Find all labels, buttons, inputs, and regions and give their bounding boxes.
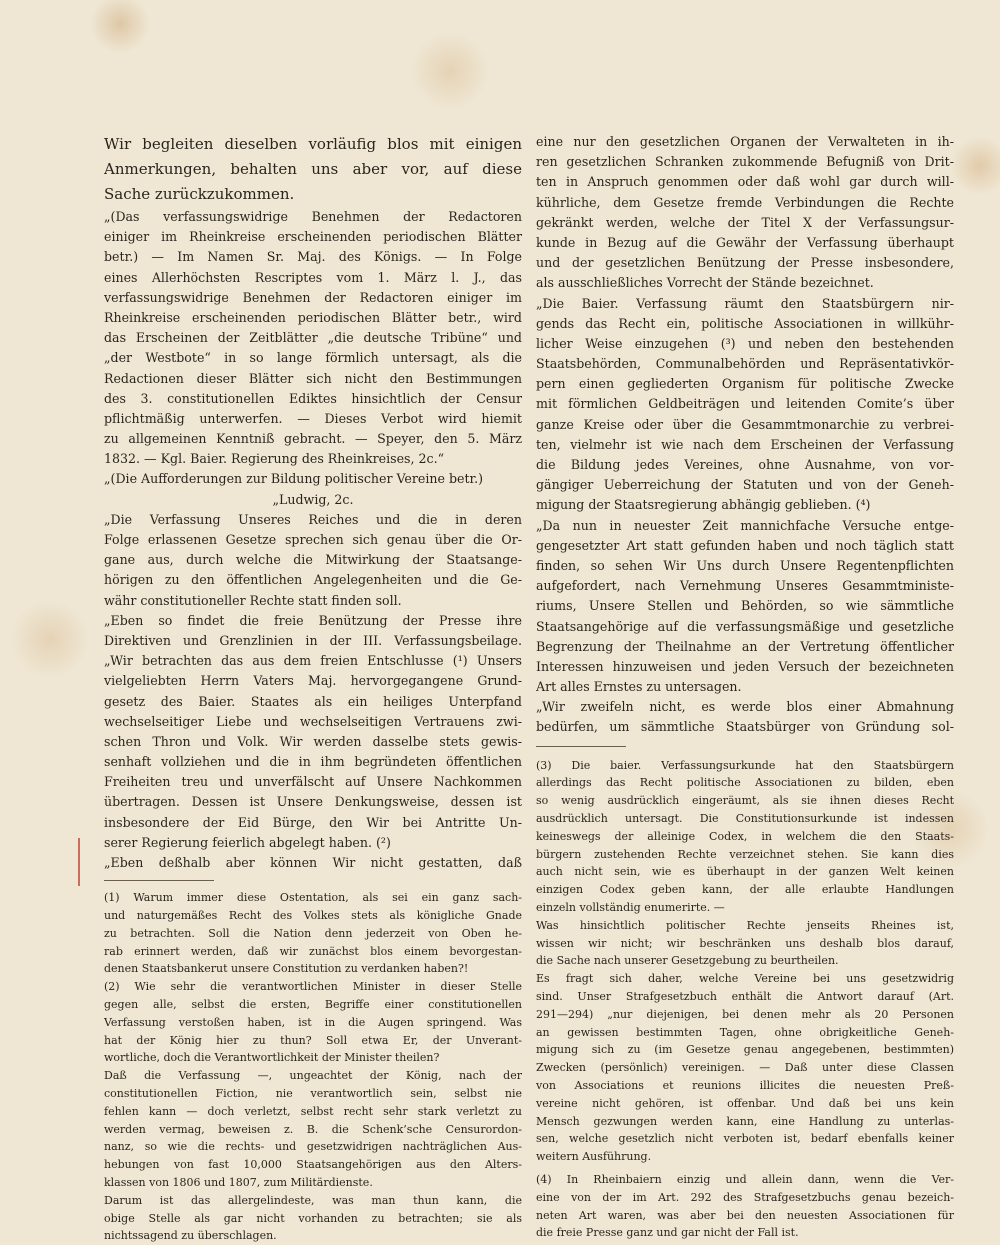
body-line: gekränkt werden, welche der Titel X der Verfassungsur-	[536, 214, 954, 230]
body-line: pern einen gegliederten Organism für politische Zwecke	[536, 376, 954, 392]
body-line: die Bildung jedes Vereines, ohne Ausnahme, von vor-	[536, 457, 954, 472]
footnote-line: sind. Unser Strafgesetzbuch enthält die Antwort darauf (Art.	[536, 989, 954, 1003]
body-line: „Eben deßhalb aber können Wir nicht gestatten, daß	[104, 855, 522, 870]
footnote-line: und naturgemäßes Recht des Volkes stets als königliche Gnade	[104, 908, 522, 922]
body-line: „Da nun in neuester Zeit mannichfache Versuche entge-	[536, 517, 954, 533]
body-line: Direktiven und Grenzlinien in der III. Verfassungsbeilage.	[104, 632, 522, 648]
body-line: „(Die Aufforderungen zur Bildung politischer Vereine betr.)	[104, 471, 484, 487]
footnote-line: (2) Wie sehr die verantwortlichen Minister in dieser Stelle	[104, 980, 522, 994]
body-line: ren gesetzlichen Schranken zukommende Befugniß von Drit-	[536, 154, 954, 170]
right-column	[536, 132, 954, 1242]
body-line: „Eben so findet die freie Benützung der Presse ihre	[104, 612, 522, 628]
footnote-line: hebungen von fast 10,000 Staatsangehörigen aus den Alters-	[104, 1158, 522, 1172]
footnote-line: Mensch gezwungen werden kann, eine Handlung zu unterlas-	[536, 1114, 954, 1128]
body-line: und der gesetzlichen Benützung der Presse insbesondere,	[536, 255, 954, 271]
footnote-line: allerdings das Recht politische Associationen zu bilden, eben	[536, 776, 954, 790]
body-line: aufgefordert, nach Vernehmung Unseres Gesammtministe-	[536, 578, 954, 594]
footnote-line: einzigen Codex geben kann, der alle erlaubte Handlungen	[536, 883, 954, 897]
body-line: betr.) — Im Namen Sr. Maj. des Königs. — In Folge	[104, 249, 522, 265]
body-line: schen Thron und Volk. Wir werden dasselbe stets gewis-	[104, 733, 522, 749]
footnote-line: denen Staatsbankerut unsere Constitution zu verdanken haben?!	[104, 962, 469, 976]
footnote-line: Daß die Verfassung —, ungeachtet der König, nach der	[104, 1069, 522, 1083]
footnote-line: bürgern zustehenden Rechte verzeichnet stehen. Sie kann dies	[536, 847, 954, 861]
footnote-line: ausdrücklich untersagt. Die Constitutionsurkunde ist indessen	[536, 812, 954, 826]
body-line: Freiheiten treu und unverfälscht auf Unsere Nachkommen	[104, 774, 522, 790]
footnote-line: zu betrachten. Soll die Nation denn jederzeit von Oben he-	[104, 926, 522, 940]
body-line: gängiger Ueberreichung der Statuten und von der Geneh-	[536, 477, 954, 493]
right-body-text	[536, 132, 954, 738]
body-line: „der Westbote“ in so lange förmlich untersagt, als die	[104, 350, 522, 366]
body-line: einiger im Rheinkreise erscheinenden periodischen Blätter	[104, 229, 522, 245]
footnote-line: an gewissen bestimmten Tagen, ohne obrigkeitliche Geneh-	[536, 1025, 954, 1039]
footnote-line: eine von der im Art. 292 des Strafgesetzbuchs genau bezeich-	[536, 1190, 954, 1204]
footnote-line: so wenig ausdrücklich eingeräumt, als sie ihnen dieses Recht	[536, 794, 954, 808]
footnote-divider	[104, 880, 214, 881]
body-line: verfassungswidrige Benehmen der Redactoren einiger im	[104, 289, 522, 305]
body-line: „Die Baier. Verfassung räumt den Staatsbürgern nir-	[536, 295, 954, 311]
body-line: serer Regierung feierlich abgelegt haben. (²)	[104, 834, 391, 850]
body-line: riums, Unsere Stellen und Behörden, so wie sämmtliche	[536, 598, 954, 614]
footnote-line: wortliche, doch die Verantwortlichkeit der Minister theilen?	[104, 1051, 440, 1065]
footnote-line: auch nicht sein, wie es überhaupt in der ganzen Welt keinen	[536, 865, 954, 879]
body-line: bedürfen, um sämmtliche Staatsbürger von Gründung sol-	[536, 719, 954, 735]
body-line: ten in Anspruch genommen oder daß wohl gar durch will-	[536, 174, 954, 190]
intro-line: Wir begleiten dieselben vorläufig blos mit einigen	[104, 135, 522, 153]
body-line: insbesondere der Eid Bürge, den Wir bei Antritte Un-	[104, 814, 522, 830]
footnote-line: nichtssagend zu überschlagen.	[104, 1229, 277, 1243]
body-line: Art alles Ernstes zu untersagen.	[536, 679, 742, 695]
intro-line: Anmerkungen, behalten uns aber vor, auf diese	[104, 160, 522, 178]
body-line: Folge erlassenen Gesetze sprechen sich genau über die Or-	[104, 532, 522, 547]
footnote-line: neten Art waren, was aber bei den neuesten Associationen für	[536, 1208, 954, 1222]
body-line: des 3. constitutionellen Ediktes hinsichtlich der Censur	[104, 390, 522, 406]
body-line: „Wir zweifeln nicht, es werde blos einer Abmahnung	[536, 699, 954, 715]
body-line: das Erscheinen der Zeitblätter „die deutsche Tribüne“ und	[104, 330, 522, 346]
body-line: kunde in Bezug auf die Gewähr der Verfassung überhaupt	[536, 234, 954, 250]
body-line: „Ludwig, 2c.	[272, 491, 354, 507]
footnote-line: keineswegs der alleinige Codex, in welchem die den Staats-	[536, 829, 954, 843]
right-footnotes	[536, 757, 954, 1243]
footnote-line: 291—294) „nur diejenigen, bei denen mehr als 20 Personen	[536, 1007, 954, 1021]
body-line: zu allgemeinen Kenntniß gebracht. — Speyer, den 5. März	[104, 431, 522, 447]
body-line: finden, so sehen Wir Uns durch Unsere Regentenpflichten	[536, 557, 954, 573]
body-line: licher Weise einzugehen (³) und neben den bestehenden	[536, 335, 954, 351]
intro-paragraph	[104, 132, 522, 207]
footnote-line: hat der König hier zu thun? Soll etwa Er, der Unverant-	[104, 1033, 522, 1047]
body-line: Begrenzung der Theilnahme an der Vertretung öffentlicher	[536, 638, 954, 654]
body-line: hörigen zu den öffentlichen Angelegenheiten und die Ge-	[104, 572, 522, 588]
body-line: pflichtmäßig unterwerfen. — Dieses Verbot wird hiemit	[104, 410, 522, 426]
body-line: übertragen. Dessen ist Unsere Denkungsweise, dessen ist	[104, 794, 522, 810]
footnote-line: (4) In Rheinbaiern einzig und allein dann, wenn die Ver-	[536, 1172, 954, 1186]
body-line: Interessen hinzuweisen und jeden Versuch der bezeichneten	[536, 658, 954, 674]
footnote-line: fehlen kann — doch verletzt, selbst recht sehr stark verletzt zu	[104, 1104, 522, 1118]
footnote-line: die freie Presse ganz und gar nicht der Fall ist.	[536, 1226, 799, 1240]
footnote-line: einzeln vollständig enumerirte. —	[536, 901, 725, 914]
body-line: migung der Staatsregierung abhängig geblieben. (⁴)	[536, 497, 871, 513]
body-line: gesetz des Baier. Staates als ein heiliges Unterpfand	[104, 693, 522, 709]
body-line: gends das Recht ein, politische Associationen in willkühr-	[536, 315, 954, 331]
footnote-line: Es fragt sich daher, welche Vereine bei uns gesetzwidrig	[536, 972, 954, 986]
footnote-line: werden vermag, beweisen z. B. die Schenk’sche Censurordon-	[104, 1122, 522, 1136]
body-line: wechselseitiger Liebe und wechselseitigen Vertrauens zwi-	[104, 713, 522, 729]
footnote-line: Was hinsichtlich politischer Rechte jenseits Rheines ist,	[536, 918, 954, 932]
intro-line: Sache zurückzukommen.	[104, 185, 295, 203]
footnote-line: nanz, so wie die rechts- und gesetzwidrigen nachträglichen Aus-	[104, 1140, 522, 1154]
footnote-line: rab erinnert werden, daß wir zunächst blos einem bevorgestan-	[104, 944, 522, 958]
footnote-line: vereine nicht gehören, ist offenbar. Und daß bei uns kein	[536, 1096, 954, 1110]
body-line: ganze Kreise oder über die Gesammtmonarchie zu verbrei-	[536, 416, 954, 432]
footnote-line: von Associations et reunions illicites die neuesten Preß-	[536, 1078, 954, 1092]
left-column	[104, 132, 522, 1245]
body-line: „Wir betrachten das aus dem freien Entschlusse (¹) Unsers	[104, 653, 522, 669]
body-line: senhaft vollziehen und die in ihm begründeten öffentlichen	[104, 754, 522, 770]
footnote-line: Verfassung verstoßen haben, ist in die Augen springend. Was	[104, 1015, 522, 1029]
body-line: währ constitutioneller Rechte statt finden soll.	[104, 592, 402, 608]
body-line: als ausschließliches Vorrecht der Stände bezeichnet.	[536, 275, 874, 291]
body-line: Staatsangehörige auf die verfassungsmäßige und gesetzliche	[536, 618, 954, 634]
body-line: gane aus, durch welche die Mitwirkung der Staatsange-	[104, 552, 522, 568]
footnote-line: (3) Die baier. Verfassungsurkunde hat den Staatsbürgern	[536, 758, 954, 772]
body-line: Redactionen dieser Blätter sich nicht den Bestimmungen	[104, 370, 522, 386]
body-line: ten, vielmehr ist wie nach dem Erscheinen der Verfassung	[536, 436, 954, 452]
body-line: „Die Verfassung Unseres Reiches und die in deren	[104, 511, 522, 527]
ink-mark	[78, 838, 80, 886]
body-line: eine nur den gesetzlichen Organen der Verwalteten in ih-	[536, 134, 954, 149]
footnote-line: die Sache nach unserer Gesetzgebung zu beurtheilen.	[536, 954, 839, 968]
footnote-line: Darum ist das allergelindeste, was man thun kann, die	[104, 1193, 522, 1207]
footnote-line: constitutionellen Fiction, nie verantwortlich sein, selbst nie	[104, 1086, 522, 1100]
footnote-divider	[536, 746, 626, 747]
footnote-line: sen, welche gesetzlich nicht verboten ist, bedarf ebenfalls keiner	[536, 1132, 954, 1146]
body-line: Staatsbehörden, Communalbehörden und Repräsentativkör-	[536, 356, 954, 372]
body-line: „(Das verfassungswidrige Benehmen der Redactoren	[104, 209, 522, 224]
footnote-line: Zwecken (persönlich) vereinigen. — Daß unter diese Classen	[536, 1061, 954, 1075]
body-line: kührliche, dem Gesetze fremde Verbindungen die Rechte	[536, 194, 954, 210]
body-line: vielgeliebten Herrn Vaters Maj. hervorgegangene Grund-	[104, 673, 522, 689]
body-line: eines Allerhöchsten Rescriptes vom 1. März l. J., das	[104, 269, 522, 285]
footnote-line: wissen wir nicht; wir beschränken uns deshalb blos darauf,	[536, 936, 954, 950]
body-line: 1832. — Kgl. Baier. Regierung des Rheinkreises, 2c.“	[104, 451, 445, 467]
footnote-line: (1) Warum immer diese Ostentation, als sei ein ganz sach-	[104, 891, 522, 905]
footnote-line: klassen von 1806 und 1807, zum Militärdienste.	[104, 1175, 373, 1189]
footnote-line: obige Stelle als gar nicht vorhanden zu betrachten; sie als	[104, 1211, 522, 1225]
footnote-line: weitern Ausführung.	[536, 1150, 652, 1164]
left-footnotes	[104, 889, 522, 1245]
body-line: gengesetzter Art statt gefunden haben und noch täglich statt	[536, 537, 954, 553]
body-line: mit förmlichen Geldbeiträgen und leitenden Comite’s über	[536, 396, 954, 412]
left-body-text	[104, 207, 522, 873]
footnote-line: migung sich zu (im Gesetze genau angegebenen, bestimmten)	[536, 1043, 954, 1057]
body-line: Rheinkreise erscheinenden periodischen Blätter betr., wird	[104, 309, 522, 325]
footnote-line: gegen alle, selbst die ersten, Begriffe einer constitutionellen	[104, 997, 522, 1011]
